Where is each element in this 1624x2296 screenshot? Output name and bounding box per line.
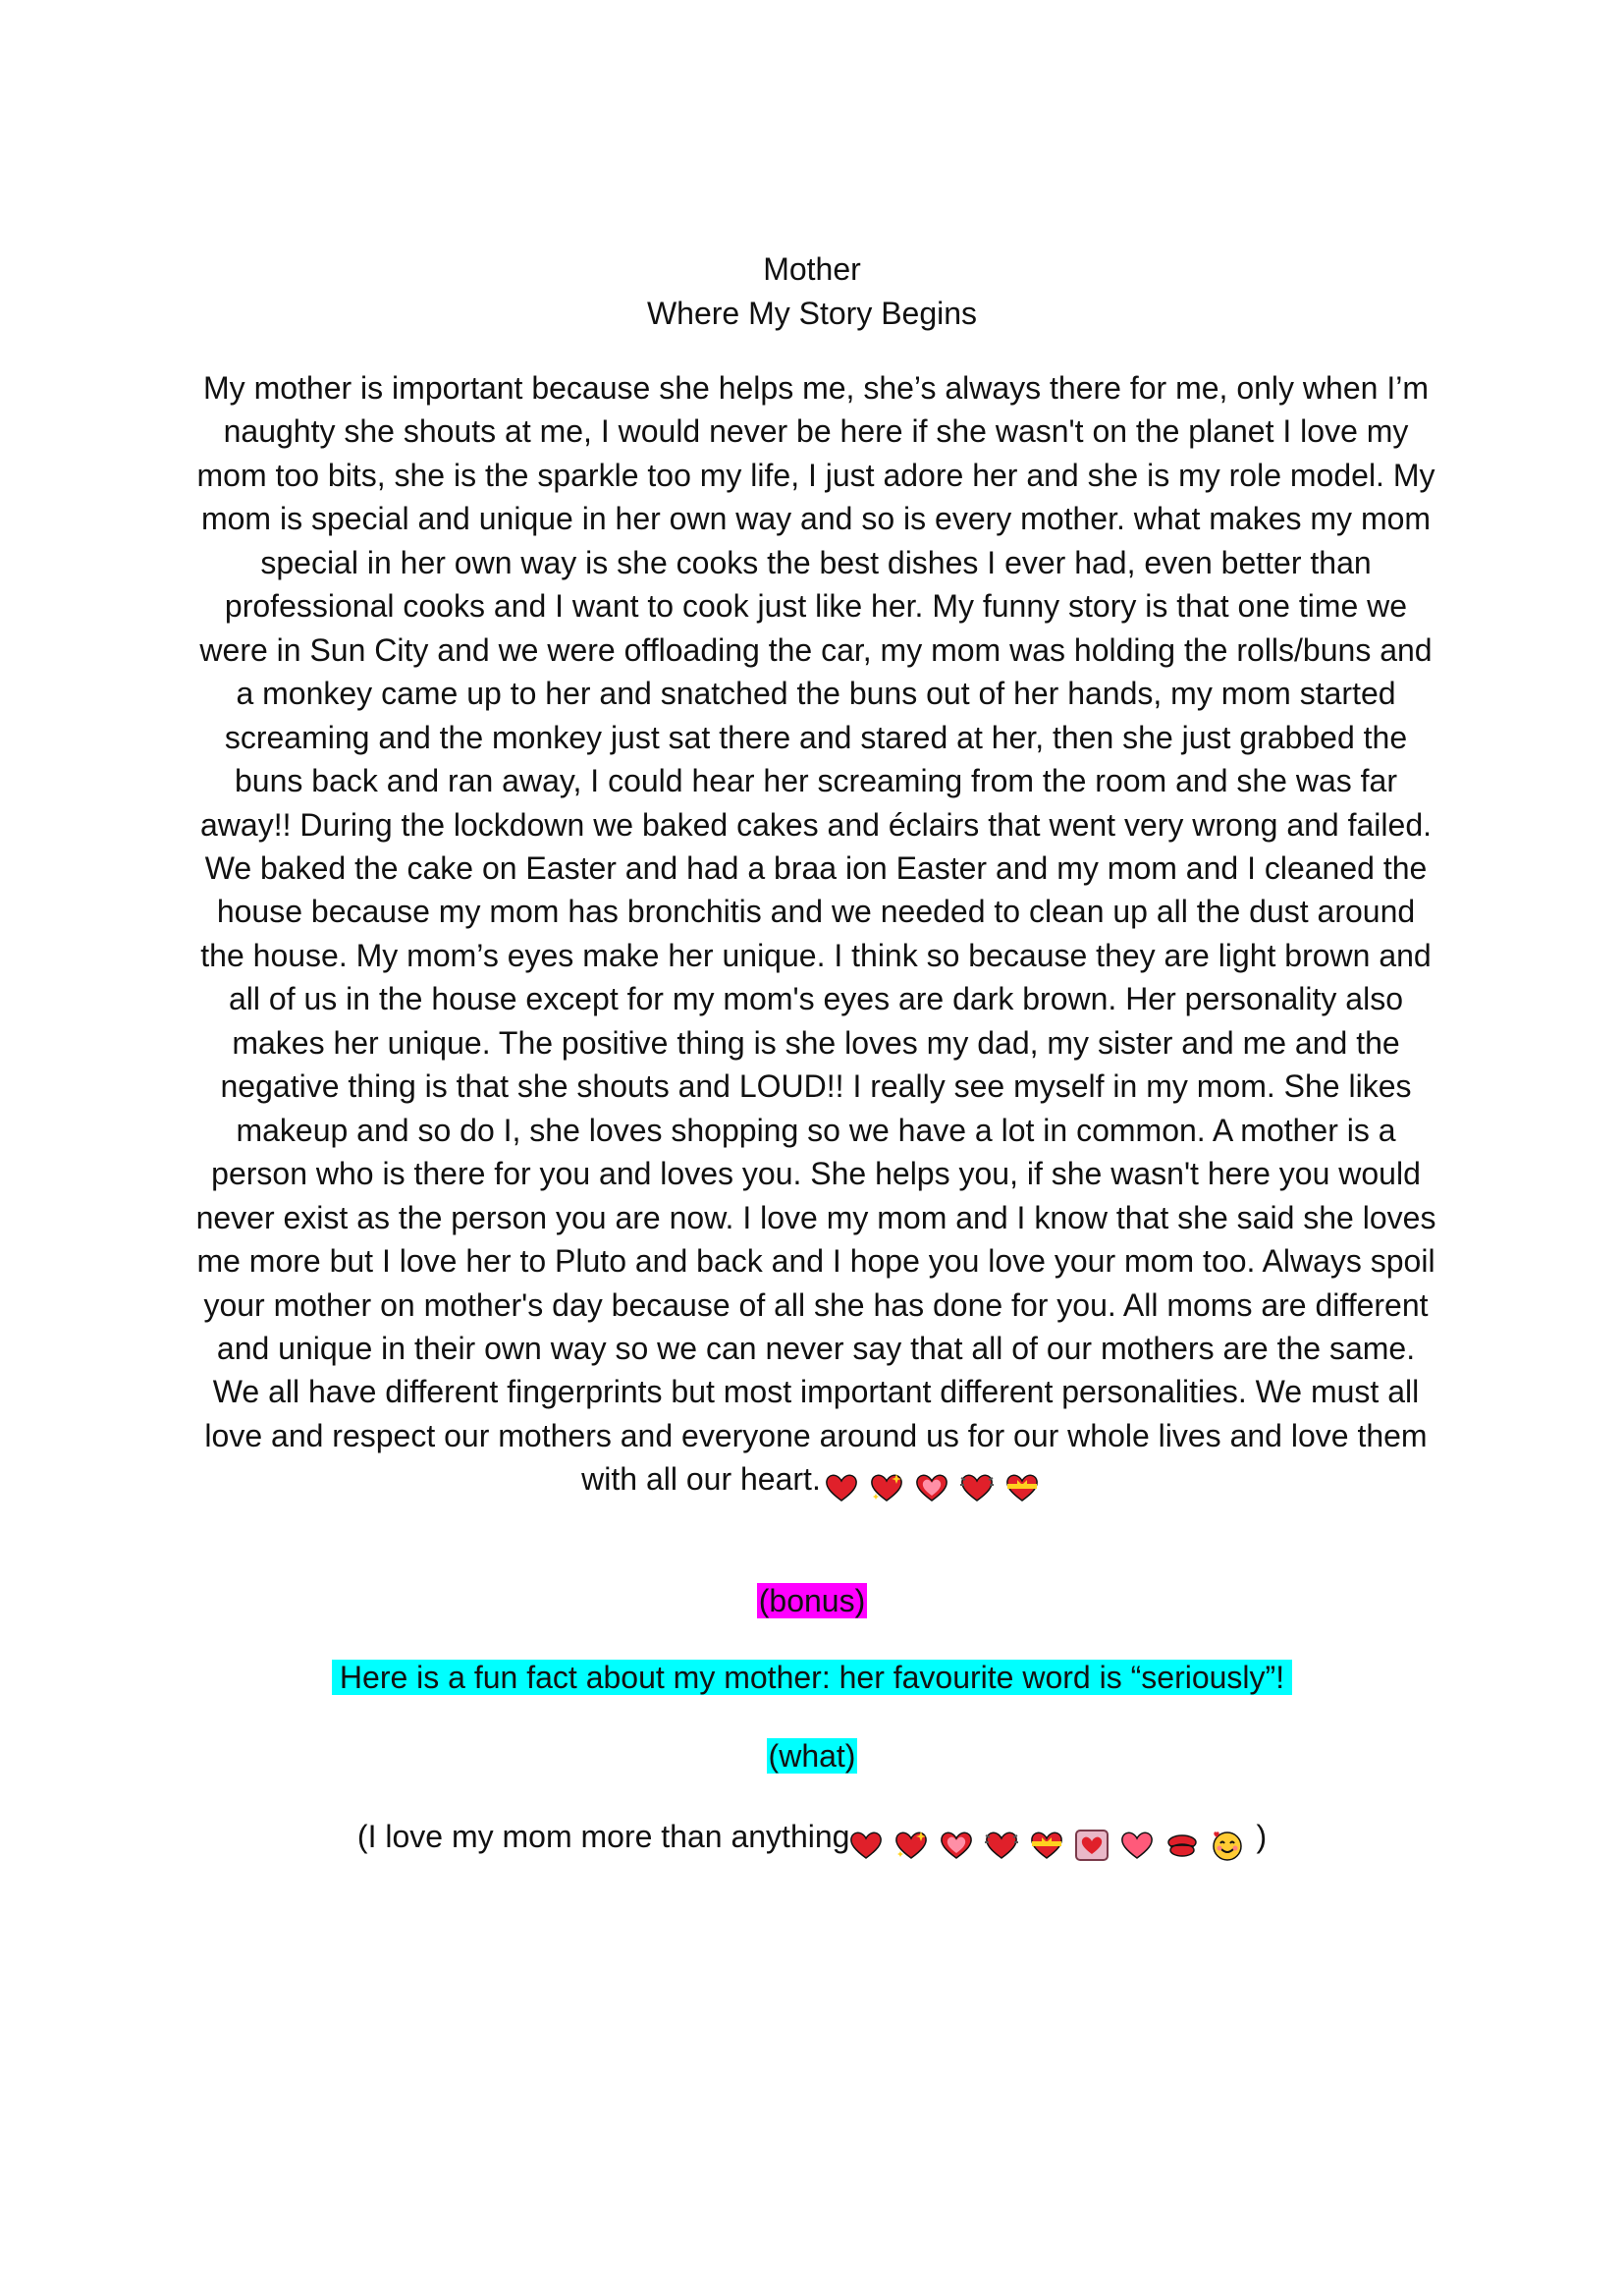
- page-title: Mother: [763, 251, 861, 287]
- kiss-mark-icon: [1165, 1830, 1199, 1861]
- bonus-line: [0, 1581, 1624, 1620]
- essay-body: [191, 366, 1440, 1507]
- page-subtitle: Where My Story Begins: [646, 296, 978, 331]
- heart-with-ribbon-icon: [1005, 1472, 1039, 1503]
- red-heart-icon: [849, 1830, 883, 1861]
- title-block: [0, 247, 1624, 336]
- growing-heart-icon: [915, 1472, 948, 1503]
- heart-icon: [1120, 1830, 1154, 1861]
- sparkling-heart-icon: [870, 1472, 903, 1503]
- beating-heart-icon: [960, 1472, 994, 1503]
- growing-heart-icon: [940, 1830, 973, 1861]
- sparkling-heart-icon: [894, 1830, 928, 1861]
- beating-heart-icon: [985, 1830, 1018, 1861]
- closing-paren: ): [1256, 1819, 1268, 1854]
- red-heart-icon: [825, 1472, 858, 1503]
- closing-emoji-row: [849, 1823, 1256, 1862]
- heart-with-ribbon-icon: [1030, 1830, 1063, 1861]
- body-hearts-row: [825, 1463, 1051, 1506]
- what-label: (what): [768, 1738, 856, 1774]
- closing-text: (I love my mom more than anything: [356, 1819, 850, 1854]
- essay-text: My mother is important because she helps me, she’s always there for me, only when I’m naughty she shouts at me, I would never be here if she wasn't on the planet I love my mom too bits, she is the sparkle too my life, I just adore her and she is my role model. My mom is special and unique in her own way and so is every mother. what makes my mom special in her own way is she cooks the best dishes I ever had, even better than professional cooks and I want to cook just like her. My funny story is that one time we were in Sun City and we were offloading the car, my mom was holding the rolls/buns and a monkey came up to her and snatched the buns out of her hands, my mom started screaming and the monkey just sat there and stared at her, then she just grabbed the buns back and ran away, I could hear her screaming from the room and she was far away!! During the lockdown we baked cakes and éclairs that went very wrong and failed. We baked the cake on Easter and had a braa ion Easter and my mom and I cleaned the house because my mom has bronchitis and we needed to clean up all the dust around the house. My mom’s eyes make her unique. I think so because they are light brown and all of us in the house except for my mom's eyes are dark brown. Her personality also makes her unique. The positive thing is she loves my dad, my sister and me and the negative thing is that she shouts and LOUD!! I really see myself in my mom. She likes makeup and so do I, she loves shopping so we have a lot in common. A mother is a person who is there for you and loves you. She helps you, if she wasn't here you would never exist as the person you are now. I love my mom and I know that she said she loves me more but I love her to Pluto and back and I hope you love your mom too. Always spoil your mother on mother's day because of all she has done for you. All moms are different and unique in their own way so we can never say that all of our mothers are the same. We all have different fingerprints but most important different personalities. We must all love and respect our mothers and everyone around us for our whole lives and love them with all our heart.: [195, 370, 1436, 1498]
- fun-fact-line: [0, 1658, 1624, 1697]
- closing-line: [0, 1817, 1624, 1862]
- what-line: [0, 1736, 1624, 1776]
- heart-decoration-icon: [1075, 1830, 1109, 1861]
- bonus-label: (bonus): [758, 1583, 866, 1618]
- fun-fact-text: Here is a fun fact about my mother: her favourite word is “seriously”!: [332, 1660, 1292, 1695]
- smiling-face-with-hearts-icon: [1211, 1830, 1244, 1861]
